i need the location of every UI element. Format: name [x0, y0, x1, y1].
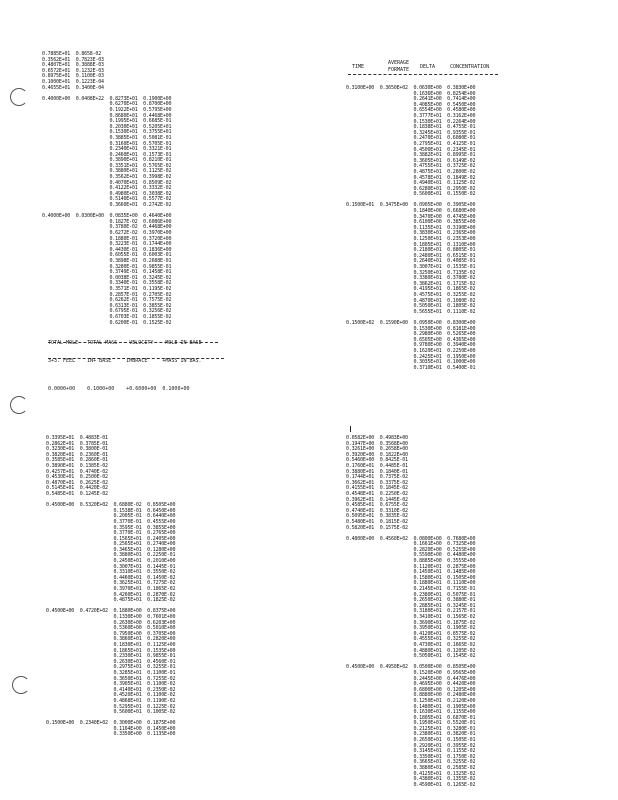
data-line: 0.4585E+01 0.6755E-02: [346, 502, 408, 509]
data-line: 0.6280E+01 0.2950E-02: [346, 185, 476, 192]
data-line: 0.2630E+00 0.6203E+00: [46, 619, 176, 626]
data-line: 0.4940E+01 0.1125E-02: [346, 180, 476, 187]
data-line: 0.4260E+01 0.2870E-02: [46, 591, 176, 598]
data-line: 0.1760E+01 0.4485E-01: [346, 462, 408, 469]
data-line: 0.1636E+00 0.8254E+00: [346, 90, 476, 97]
data-line: 0.2470E+01 0.6080E-01: [346, 135, 476, 142]
data-line: 0.1995E+01 0.6685E-01: [42, 118, 172, 125]
data-line: 0.3880E+01 0.1125E-02: [42, 168, 172, 175]
data-line: 0.3660E+01 0.2742E-02: [42, 202, 172, 209]
data-line: 0.3830E+01 0.2365E+00: [346, 230, 476, 237]
data-line: 0.3905E+01 0.1100E-02: [46, 681, 176, 688]
data-line: 0.3780E-02 0.4468E+00: [42, 224, 172, 231]
data-line: 0.6572E+01 0.1232E-03: [42, 67, 104, 74]
data-line: 0.3230E+01 0.3800E-01: [46, 446, 108, 453]
data-line: 0.3395E+01 0.4883E-01: [46, 435, 108, 441]
data-line: 0.3250E+01 0.7135E-02: [346, 269, 476, 276]
data-line: 0.8880E+00 0.2480E+00: [346, 692, 476, 699]
data-line: 0.4590E+01 0.1265E-02: [346, 781, 476, 788]
data-line: 0.3223E-01 0.1744E+00: [42, 241, 172, 248]
data-line: 0.3285E+01 0.1100E-01: [46, 669, 176, 676]
data-line: 0.3351E+01 0.5765E-02: [42, 162, 172, 169]
data-line: 0.6270E+01 0.8700E+00: [42, 101, 172, 108]
data-line: 0.8975E+01 0.1100E-03: [42, 73, 104, 80]
data-lines-q4: [346, 436, 475, 788]
data-line: 0.2480E+01 0.6515E-01: [346, 252, 476, 259]
data-line: 0.4578E+01 0.1849E-02: [346, 174, 476, 181]
col-time: TIME: [352, 64, 365, 70]
data-line: 0.2857E-01 0.2705E-02: [42, 291, 172, 298]
data-line: 0.1520E+00 0.9565E+00: [346, 669, 476, 676]
data-line: 0.4800E+00 0.4560E+02 0.0800E+00 0.7680E+00: [346, 535, 476, 542]
data-line: 0.5655E+01 0.1110E-02: [346, 308, 476, 315]
data-line: 0.4880E+01 0.1205E-02: [346, 647, 476, 654]
data-line: 0.5460E+00 0.8425E-01: [346, 457, 408, 464]
data-line: 0.4730E+01 0.1665E-02: [346, 641, 476, 648]
data-line: 0.8885E+00 0.3555E+00: [346, 558, 476, 565]
data-line: 0.6313E-01 0.3855E-02: [42, 302, 172, 309]
data-line: 0.3007E+01 0.1445E-01: [46, 563, 176, 570]
data-line: 0.1000E+01 0.1223E-04: [42, 78, 104, 85]
data-line: 0.3100E+00 0.3650E+02 0.0630E+00 0.3830E+00: [346, 85, 476, 91]
data-line: 0.1500E+01 0.3475E+00 0.0905E+00 0.3905E+00: [346, 202, 476, 209]
data-line: 0.2330E+01 0.9855E-01: [46, 653, 176, 660]
data-line: 0.3007E+01 0.1535E-01: [346, 264, 476, 270]
data-line: 0.3749E-01 0.1458E-01: [42, 269, 172, 276]
data-line: 0.1480E+01 0.1905E+00: [346, 703, 476, 710]
binding-hole-bottom: [12, 676, 30, 694]
data-line: 0.5820E+01 0.1575E-02: [346, 524, 408, 531]
data-line: 0.5145E+01 0.4420E-02: [46, 485, 108, 492]
data-line: 0.4155E+01 0.1845E-02: [346, 485, 408, 492]
data-line: 0.2445E+00 0.4476E+00: [346, 675, 476, 682]
data-line: 0.1530E+00 0.8181E+00: [346, 325, 476, 332]
data-line: 0.1838E+01 0.4755E-01: [346, 124, 476, 131]
data-line: 0.4380E+01 0.1355E-02: [346, 776, 476, 783]
data-line: 0.5095E+01 0.3835E-02: [346, 513, 408, 520]
data-line: 0.1805E+01 0.6870E-01: [346, 714, 476, 721]
data-line: 0.9780E+00 0.3940E+00: [346, 342, 476, 349]
data-line: 0.4548E+01 0.2250E-02: [346, 490, 408, 497]
data-line: 0.4085E+00 0.5450E+00: [346, 101, 476, 108]
data-line: 0.4575E+01 0.3255E-02: [346, 291, 476, 298]
data-line: 0.1744E+01 0.7375E-02: [346, 474, 408, 481]
data-line: 0.3920E+00 0.1822E+00: [346, 451, 408, 458]
data-line: 0.3880E+01 0.2250E-01: [46, 552, 176, 559]
data-line: 0.3340E-01 0.3558E-02: [42, 280, 172, 287]
data-line: 0.1947E+00 0.3568E+00: [346, 440, 408, 447]
data-line: 0.1530E+01 0.3755E+01: [42, 129, 172, 136]
data-line: 0.5485E+01 0.1245E-02: [46, 490, 108, 497]
data-line: 0.2380E+01 0.3820E-01: [346, 731, 476, 738]
data-line: 0.3160E+01 0.5705E-01: [42, 140, 172, 147]
data-line: 0.2885E+01 0.3245E-01: [346, 602, 476, 609]
col-formate: FORMATE: [388, 67, 410, 73]
data-line: 0.6800E+00 0.1205E+00: [346, 686, 476, 693]
data-line: 0.3350E+00 0.1135E+00: [46, 731, 176, 738]
data-line: 0.1580E+01 0.1505E+00: [346, 574, 476, 581]
data-line: 0.2650E+01 0.3880E-01: [346, 597, 476, 604]
data-line: 0.1840E+00 0.6680E+00: [346, 208, 476, 215]
col-concentration: CONCENTRATION: [450, 64, 490, 70]
data-line: 0.6262E-01 0.7575E-02: [42, 297, 172, 304]
data-line: 0.2340E+01 0.3321E-01: [42, 146, 172, 153]
data-line: 0.3970E+01 0.1865E-02: [46, 586, 176, 593]
data-line: 0.1880E+01 0.1110E+00: [346, 580, 476, 587]
summary-line-3: 0.0000+00 0.1000+00 +0.6000+00 0.1000+00: [48, 386, 190, 392]
data-line: 0.5050E+01 0.1545E-02: [346, 653, 476, 660]
data-line: 0.4555E+01 0.3255E-02: [346, 636, 476, 643]
data-line: 0.3245E+01 0.9355E-01: [346, 129, 476, 136]
data-line: 0.5050E+01 0.1805E-02: [346, 303, 476, 310]
data-lines-q1: [42, 52, 171, 326]
data-line: 0.2630E+01 0.4560E-01: [46, 658, 176, 665]
data-line: 0.0038E-01 0.3245E-02: [42, 274, 172, 281]
data-line: 0.1450E+01 0.1485E+00: [346, 569, 476, 576]
summary-rule-bottom: [48, 358, 224, 359]
data-line: 0.2030E+01 0.5205E+01: [42, 123, 172, 130]
data-line: 0.5360E+00 0.5010E+00: [46, 625, 176, 632]
data-line: 0.4807E+01 0.3888E-03: [42, 62, 104, 69]
data-line: 0.6505E+00 0.4365E+00: [346, 336, 476, 343]
data-line: 0.4740E+01 0.3310E-02: [346, 507, 408, 514]
summary-rule: [48, 342, 218, 343]
data-line: 0.4875E+01 0.2800E-02: [346, 168, 476, 175]
data-line: 0.6554E+00 0.4580E+00: [346, 107, 476, 114]
data-line: 0.1827E-02 0.6086E+00: [42, 218, 172, 225]
data-line: 0.1135E+01 0.3190E+00: [346, 224, 476, 231]
data-line: 0.4755E+01 0.3725E-02: [346, 163, 476, 170]
data-line: 0.2975E+01 0.3255E-01: [46, 664, 176, 671]
data-line: 0.6055E-01 0.6003E-01: [42, 252, 172, 259]
data-line: 0.3890E+01 0.1385E-02: [46, 462, 108, 469]
data-line: 0.1565E+01 0.2405E+00: [46, 535, 176, 542]
data-line: 0.4430E-01 0.1836E+00: [42, 246, 172, 253]
data-line: 0.3770E-01 0.2765E+00: [46, 530, 176, 537]
data-line: 0.3350E+01 0.1750E-02: [346, 753, 476, 760]
data-line: 0.2450E+01 0.2010E+00: [46, 558, 176, 565]
data-line: 0.4500E+00 0.4950E+02 0.0500E+00 0.8505E+00: [346, 664, 476, 671]
data-line: 0.3625E+01 0.7275E-02: [46, 580, 176, 587]
data-line: 0.4695E+00 0.4420E+00: [346, 681, 476, 688]
data-line: 0.1805E+01 0.1310E+00: [346, 241, 476, 248]
data-line: 0.3605E+01 0.6149E-02: [346, 157, 476, 164]
data-line: 0.5295E+01 0.1225E-02: [46, 703, 176, 710]
summary-footer-left: [48, 328, 202, 398]
data-line: 0.4125E+01 0.1325E-02: [346, 770, 476, 777]
data-line: 0.3862E+01 0.1715E-02: [346, 280, 476, 287]
data-line: 0.4195E+01 0.1865E-02: [346, 286, 476, 293]
data-line: 0.3145E+01 0.1155E-02: [346, 748, 476, 755]
data-line: 0.4070E+01 0.8509E-02: [42, 179, 172, 186]
data-line: 0.3562E+01 0.3998E-02: [42, 174, 172, 181]
summary-line-2: 3+3. FEEL IN+ BASE IMBRACE +MASS IN BAS.: [48, 358, 202, 364]
data-line: 0.2920E+01 0.3955E-02: [346, 742, 476, 749]
data-line: 0.3882E+01 0.8995E-01: [346, 152, 476, 159]
data-line: 0.0582E+00 0.4983E+00: [346, 435, 408, 441]
data-line: 0.5480E+01 0.1815E-02: [346, 518, 408, 525]
data-line: 0.1538E-01 0.6450E+00: [46, 507, 176, 514]
data-line: 0.4140E+01 0.2350E-02: [46, 686, 176, 693]
data-line: 0.3035E+01 0.1000E+00: [346, 359, 476, 366]
data-line: 0.4500E+00 0.4720E+02 0.1880E+00 0.8375E+00: [46, 608, 176, 615]
data-line: 0.2380E+01 0.5075E-01: [346, 591, 476, 598]
data-line: 0.1500E+02 0.1590E+00 0.0950E+00 0.8300E+00: [346, 319, 476, 326]
data-line: 0.3777E+01 0.3162E+00: [346, 112, 476, 119]
data-line: 0.1950E+01 0.5520E-01: [346, 720, 476, 727]
data-line: 0.3770E-01 0.4555E+00: [46, 518, 176, 525]
data-line: 0.6703E-01 0.1855E-02: [42, 313, 172, 320]
data-line: 0.4500E+01 0.2345E-01: [346, 146, 476, 153]
data-line: 0.3310E+01 0.3550E-02: [46, 569, 176, 576]
data-line: 0.4000E+00 0.0300E+00 0.0835E+00 0.4640E+00: [42, 213, 172, 220]
data-line: 0.4980E+01 0.3038E-02: [42, 190, 172, 197]
data-line: 0.3410E+01 0.1565E-02: [346, 614, 476, 620]
data-line: 0.1530E+01 0.2264E+00: [346, 118, 476, 125]
data-line: 0.3562E+01 0.7823E-03: [42, 56, 104, 63]
data-line: 0.3470E+00 0.4745E+00: [346, 213, 476, 220]
data-line: 0.2005E-01 0.6440E+00: [46, 513, 176, 520]
data-line: 0.3880E+01 0.2585E-02: [346, 765, 476, 772]
data-line: 0.4460E+01 0.1450E-02: [46, 574, 176, 581]
data-line: 0.2425E+01 0.1950E+00: [346, 353, 476, 360]
data-line: 0.2125E+01 0.3280E-01: [346, 725, 476, 732]
binding-hole-top: [10, 88, 28, 106]
summary-line-1: TOTAL MOLE TOTAL MASS VELOCITY MOLE IN BASE: [48, 340, 202, 346]
data-line: 0.1880E-01 0.3720E+00: [42, 235, 172, 242]
data-line: 0.2460E+01 0.1573E-01: [42, 151, 172, 158]
data-line: 0.3380E+01 0.3780E-02: [346, 275, 476, 282]
data-line: 0.3690E+01 0.1875E-02: [346, 619, 476, 626]
data-line: 0.3710E+01 0.5400E-01: [346, 364, 476, 371]
col-average: AVERAGE: [388, 60, 410, 66]
data-line: 0.3595E-01 0.3855E+00: [46, 524, 176, 531]
data-line: 0.4122E+01 0.3332E-02: [42, 185, 172, 192]
data-line: 0.3571E-01 0.1195E-02: [42, 285, 172, 292]
data-line: 0.1330E+00 0.7601E+00: [46, 614, 176, 620]
data-line: 0.3280E-01 0.9855E-01: [42, 263, 172, 270]
data-line: 0.1630E+01 0.1155E+00: [346, 709, 476, 716]
data-line: 0.4120E+01 0.8575E-02: [346, 630, 476, 637]
data-line: 0.4655E+01 0.3400E-04: [42, 84, 104, 91]
data-line: 0.6200E-01 0.1525E-02: [42, 319, 172, 326]
data-lines-q3: [46, 436, 175, 738]
data-line: 0.3950E+01 0.1905E-02: [346, 625, 476, 632]
data-line: 0.1250E+01 0.2353E+00: [346, 236, 476, 243]
data-line: 0.8680E+01 0.4468E+00: [42, 112, 172, 119]
data-line: 0.1500E+00 0.2340E+02 0.3000E+00 0.1875E+00: [46, 720, 176, 727]
data-lines-q2: [346, 86, 475, 371]
data-line: 0.1620E+01 0.2250E+00: [346, 347, 476, 354]
data-line: 0.3650E+01 0.7255E-02: [46, 675, 176, 682]
data-line: 0.6100E+00 0.3855E+00: [346, 219, 476, 226]
data-line: 0.1250E+01 0.2120E+00: [346, 697, 476, 704]
data-line: 0.3820E+01 0.2360E-01: [46, 451, 108, 458]
data-line: 0.4870E+01 0.1080E-02: [346, 297, 476, 304]
data-line: 0.7885E+01 0.8658-02: [42, 51, 102, 57]
data-line: 0.4530E+01 0.2500E-02: [46, 474, 108, 481]
data-line: 0.2820E+00 0.5255E+00: [346, 546, 476, 553]
data-line: 0.5600E+01 0.1550E-02: [346, 191, 476, 198]
data-line: 0.7950E+00 0.3705E+00: [46, 630, 176, 637]
data-line: 0.3898E-01 0.2688E-01: [42, 257, 172, 264]
data-line: 0.3585E+01 0.2860E-01: [46, 457, 108, 464]
data-line: 0.5590E+00 0.4480E+00: [346, 552, 476, 559]
data-line: 0.4257E+01 0.4740E-02: [46, 468, 108, 475]
data-line: 0.4520E+01 0.1100E-02: [46, 692, 176, 699]
data-line: 0.3962E+01 0.1445E-02: [346, 496, 408, 503]
data-line: 0.3890E+01 0.8210E-01: [42, 157, 172, 164]
data-line: 0.5140E+01 0.5577E-02: [42, 196, 172, 203]
binding-hole-middle: [10, 396, 28, 414]
data-line: 0.2862E+01 0.3785E-01: [46, 440, 108, 447]
data-line: 0.3180E+01 0.2157E-01: [346, 608, 476, 615]
data-line: 0.3885E+01 0.5081E-01: [42, 134, 172, 141]
data-line: 0.3261E+00 0.2658E+00: [346, 446, 408, 453]
data-line: 0.2180E+01 0.8805E-01: [346, 247, 476, 254]
data-line: 0.3860E+01 0.2820E+00: [46, 636, 176, 643]
data-line: 0.6795E-01 0.3256E-02: [42, 308, 172, 315]
data-line: 0.4500E+00 0.5320E+02 0.6880E-02 0.8505E+00: [46, 502, 176, 509]
data-line: 0.6272E-02 0.3970E+00: [42, 230, 172, 236]
header-rule-right: [348, 74, 498, 75]
data-line: 0.3662E+01 0.3375E-02: [346, 479, 408, 486]
data-line: 0.1830E+01 0.1125E+00: [46, 641, 176, 648]
data-line: 0.2641E+00 0.7414E+00: [346, 96, 476, 103]
data-line: 0.2640E+01 0.4085E-01: [346, 258, 476, 265]
data-line: 0.2650E+01 0.1505E-01: [346, 737, 476, 744]
data-line: 0.4875E+01 0.1825E-02: [46, 597, 176, 604]
data-line: 0.4000E+00 0.0408E+22 0.8273E+01 0.1900E+00: [42, 95, 172, 102]
data-line: 0.2980E+00 0.5265E+00: [346, 331, 476, 338]
data-line: 0.3465E+01 0.1280E+00: [46, 546, 176, 553]
data-line: 0.3665E+01 0.3255E-02: [346, 759, 476, 766]
data-line: 0.4868E+01 0.1190E-02: [46, 697, 176, 704]
data-line: 0.3880E+01 0.1840E-01: [346, 468, 408, 475]
data-line: 0.1865E+01 0.1535E+00: [46, 647, 176, 654]
data-line: 0.1164E+00 0.1450E+00: [46, 725, 176, 732]
data-line: 0.1120E+01 0.2875E+00: [346, 563, 476, 570]
data-line: 0.2565E+01 0.2740E+00: [46, 541, 176, 548]
data-line: 0.4870E+01 0.2625E-02: [46, 479, 108, 486]
data-line: 0.5600E+01 0.1005E-02: [46, 709, 176, 716]
data-line: 0.2795E+01 0.4125E-01: [346, 140, 476, 147]
data-line: 0.1661E+00 0.7325E+00: [346, 541, 476, 548]
data-line: 0.2145E+01 0.7155E-01: [346, 586, 476, 593]
col-delta: DELTA: [420, 64, 436, 70]
stray-mark: [350, 426, 351, 432]
data-line: 0.1922E+01 0.5795E+00: [42, 106, 172, 113]
